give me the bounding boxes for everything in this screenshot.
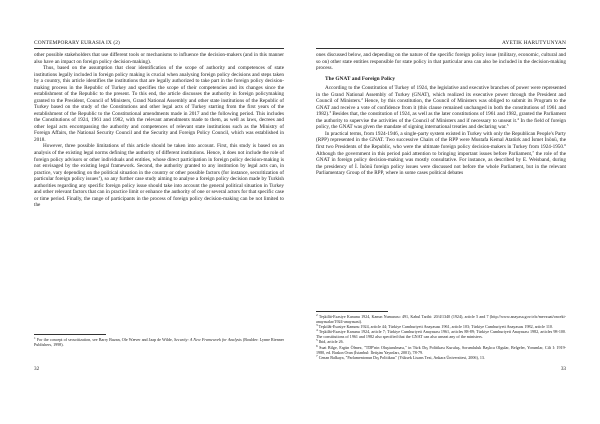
left-body-text <box>34 52 284 209</box>
footnote-text: Ibid, article 26. <box>318 339 344 345</box>
page-number-left: 32 <box>34 366 40 372</box>
footnote-text: Cenan Balkaya, "Parlamentonun Dış Politikası" (Yüksek Lisans Tezi, Ankara Üniversitesi, 2006), 13. <box>318 354 485 360</box>
paragraph <box>316 85 566 131</box>
footnote-ref[interactable]: 4 <box>517 116 519 121</box>
paragraph: Thus, based on the assumption that clear identification of the scope of authority and competences of state institutions legally included in foreign policy making is crucial when analysing foreign policy decisions and steps taken by a country, this article identifies the institutions that are legally authorized to take part in the foreign policy decision-making process in the Republic of Turkey and specifies the scope of their competencies and its changes since the establishment of the Republic to the present. To this end, the article discusses the authority in foreign policymaking granted to the President, Council of Ministers, Grand National Assembly and other state institutions of the Republic of Turkey based on the study of the Constitutions and other legal acts of Turkey starting from the first years of the establishment of the Republic to the Constitutional amendments made in 2017 and the following period. This includes the Constitutions of 1924, 1961 and 1982, with the relevant amendments made to them, as well as laws, decrees and other legal acts encompassing the authority and competences of relevant state institutions such as the Ministry of Foreign Affairs, the National Security Council and the Security and Foreign Policy Council, which was established in 2018. <box>34 65 284 143</box>
footnote-ref[interactable]: 5 <box>506 123 509 128</box>
paragraph: other possible stakeholders that use different tools or mechanisms to influence the decision-makers (and in this manner also have an impact on foreign policy decision-making). <box>34 52 284 65</box>
footnote-ref[interactable]: 7 <box>532 149 534 154</box>
paragraph-text: Besides that, the constitution of 1924, as well as the later constitutions of 1961 and 1982, granted the Parliament the authority to supervise the activities of the Council of Ministers and if necessary to unseat it. <box>316 111 566 124</box>
right-footnotes <box>316 311 566 360</box>
footnote-divider <box>34 334 106 335</box>
footnote-text: (Boulder: Lynne Rienner Publishers, 1998). <box>34 337 285 348</box>
right-page <box>300 0 600 424</box>
section-heading: The GNAT and Foreign Policy <box>325 75 396 82</box>
footnote-divider <box>316 311 388 312</box>
paragraph-text: the role of the GNAT in foreign policy decision-making was mostly consultative. For instance, as described by E. Weisband, during the presidency of İ. İnönü foreign policy issues were discussed not before the whole Parliament, but in the relevant Parliamentary Group of the RPP, where in some cases political debates <box>316 150 566 177</box>
paragraph-text: In the field of foreign policy, the GNAT was given the mandate of signing international treaties and declaring war. <box>316 117 566 131</box>
left-footnotes <box>34 334 284 347</box>
running-head-left <box>34 40 284 49</box>
footnote <box>316 345 566 355</box>
footnote-number: 4 <box>316 328 318 333</box>
running-head-right <box>316 40 566 49</box>
footnote-number: 1 <box>34 336 36 340</box>
paragraph-text: Although the government in this period paid attention to bringing important issues before Parliament, <box>316 150 533 157</box>
paragraph-text: ), so any further case study aiming to analyse a foreign policy decision made by Turkish authorities regarding any specific foreign policy issue should take into account the general political situation in Turkey and other relevant factors that can in practice limit or enhance the authority of one or several actors for that specific case or time period. Finally, the range of participants in the process of foreign policy decision-making can be not limited to the <box>34 176 284 209</box>
paragraph <box>316 131 566 177</box>
footnote-text: Suat Bilge, Ergün Ölmez, "TDP'nin Oluşturulması," in Türk Dış Politikası Kuruluş, Sorumluluk Başlıca Olgular, Belgeler, Yorumlar, Cilt I: 1919-1980, ed. Baskın Oran (İstanbul: İletişim Yayınları, 2001), 78-79. <box>316 344 566 355</box>
footnote-text: Teşkilât-Esasiye Kanunu 1924, article 7; Türkiye Cumhuriyeti Anayasası 1961, articles 88-89; Türkiye Cumhuriyeti Anayasası 1982, articles 98-100. The constitutions of 1961 and 1982 also specified that the GNAT can also unseat any of the ministers. <box>316 329 567 340</box>
footnote <box>34 337 284 347</box>
footnote-ref[interactable]: 2 <box>361 97 363 102</box>
paragraph <box>34 143 284 208</box>
footnote-text: For the concept of securitization, see Barry Buzan, Ole Wæver and Jaap de Wilde, <box>36 337 175 342</box>
paragraph: ones discussed below, and depending on the nature of the specific foreign policy issue (military, economic, cultural and so on) other state entities responsible for state policy in that particular area can also be included in the decision-making process. <box>316 52 566 72</box>
footnote <box>316 314 566 324</box>
footnote-ref[interactable]: 1 <box>98 175 101 180</box>
footnote-ref[interactable]: 6 <box>564 142 566 147</box>
footnote-book-title: Security: A New Framework for Analysis <box>174 337 242 342</box>
journal-title: CONTEMPORARY EURASIA IX (2) <box>34 40 120 46</box>
page-number-right: 33 <box>560 366 566 372</box>
paragraph-text: In practical terms, from 1924-1946, a single-party system existed in Turkey with only the Republican People's Party (RPP) represented in the GNAT. Two successive Chairs of the RPP were Mustafa Kemal Atatürk and İsmet İnönü, the first two Presidents of the Republic, who were the ultimate foreign policy decision-makers in Turkey from 1924-1950. <box>316 130 566 150</box>
paragraph-text: According to the Constitution of Turkey of 1924, the legislative and executive branches of power were represented in the Grand National Assembly of Turkey (GNAT), which realized its executive power through the President and Council of Ministers. <box>316 85 566 105</box>
footnote-text: Teşkilât-Esasiye Kanunu 1924, Kanun Numarası: 491, Kabul Tarihi: 20/4/1340 (1924), article 5 and 7 (http://www.anayasa.gov.tr/tr/mevzuat/onceki-anayasalar/1924-anayasasi). <box>316 314 567 325</box>
author-name: AYETIK HARUTYUNYAN <box>501 40 566 46</box>
footnote-ref[interactable]: 3 <box>329 110 332 115</box>
footnote <box>316 329 566 339</box>
footnote-number: 7 <box>316 353 318 358</box>
paragraph-text: However, three possible limitations of this article should be taken into account. First, this study is based on an analysis of the existing legal norms defining the authority of different institutions. Hence, it does not include the role of foreign policy advisors or other individuals and entities, whose direct participation in foreign policy decision-making is not envisaged by the existing legal framework. Second, the authority granted to any institution by legal acts can, in practice, vary depending on the political situation in the country or other possible factors (for instance, securitization of particular foreign policy issues <box>34 143 284 183</box>
footnote-text: Teşkilât-Esasiye Kanunu 1924, article 44; Türkiye Cumhuriyeti Anayasası 1961, article 103; Türkiye Cumhuriyeti Anayasası 1982, article 110. <box>318 324 553 330</box>
right-body-text <box>316 52 566 177</box>
footnote-number: 3 <box>316 323 318 328</box>
footnote-number: 2 <box>316 313 318 317</box>
paragraph-text: Hence, by this constitution, the Council of Ministers was obliged to submit its Program to the GNAT and receive a vote of confidence from it (this clause remained unchanged in both the constitutions of 1961 and 1982). <box>316 98 566 118</box>
footnote <box>316 355 566 360</box>
footnote-number: 5 <box>316 338 318 343</box>
footnote-number: 6 <box>316 343 318 348</box>
